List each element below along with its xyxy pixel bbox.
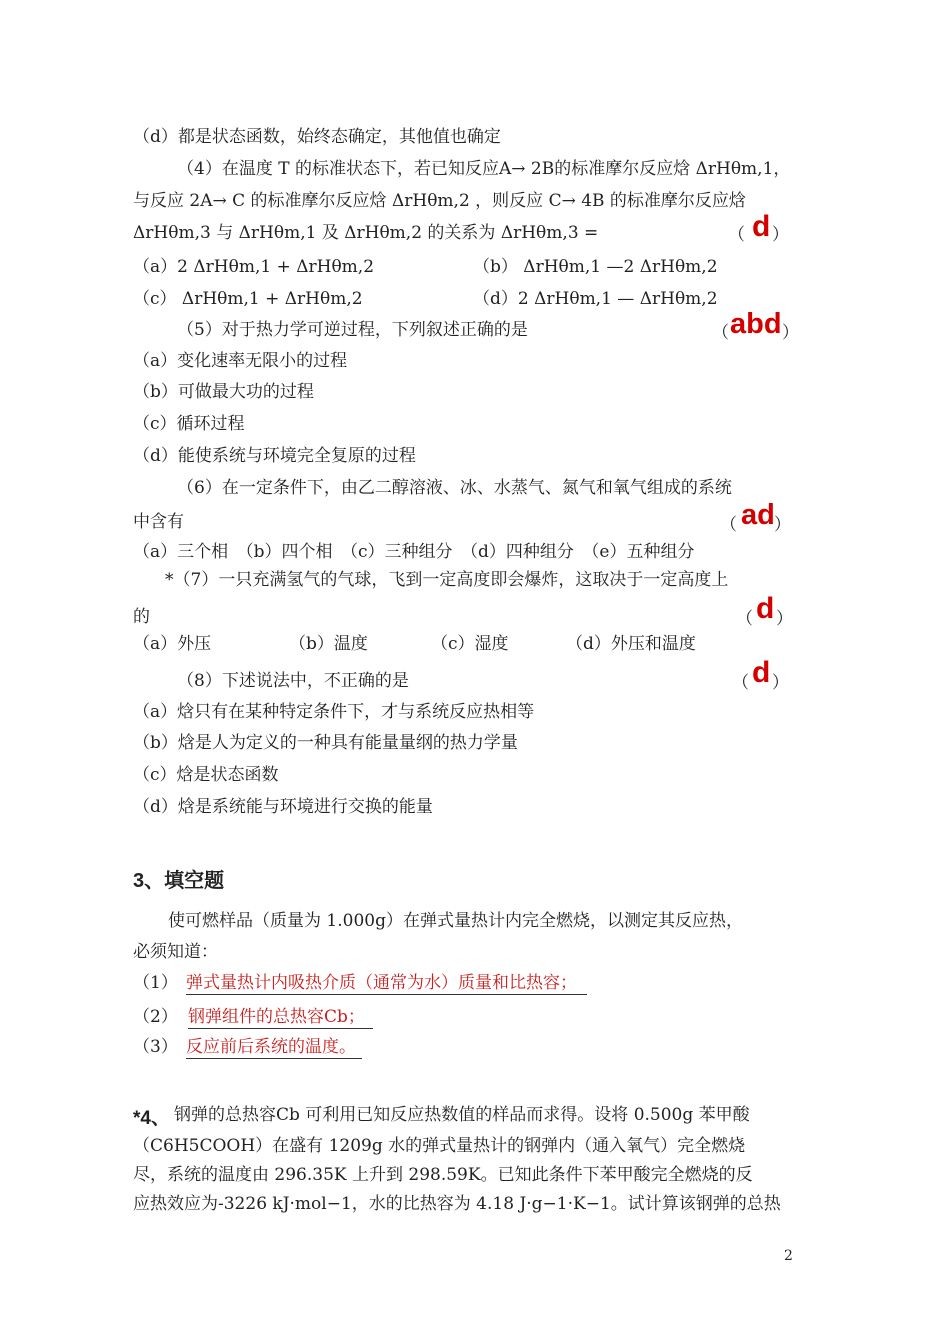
q6-stem-line-1: （6）在一定条件下，由乙二醇溶液、冰、水蒸气、氮气和氧气组成的系统 (177, 478, 732, 498)
section-4-line-2: （C6H5COOH）在盛有 1209g 水的弹式量热计的钢弹内（通入氧气）完全燃烧 (133, 1136, 746, 1156)
blank-2-number: （2） (133, 1007, 178, 1027)
blank-2-answer: 钢弹组件的总热容Cb； (188, 1007, 373, 1029)
answer-paren: （ (732, 673, 749, 693)
section-3-heading: 3、填空题 (133, 870, 225, 892)
section-3-intro-2: 必须知道： (133, 942, 218, 962)
section-4-line-1: 钢弹的总热容Cb 可利用已知反应热数值的样品而求得。设将 0.500g 苯甲酸 (174, 1105, 750, 1125)
q7-option-d: （d）外压和温度 (566, 634, 696, 654)
q8-option-c: （c）焓是状态函数 (133, 765, 279, 785)
page-number: 2 (784, 1248, 793, 1264)
answer-paren: （ (736, 609, 753, 629)
answer-paren: （ (720, 515, 737, 535)
q6-answer: ad (741, 499, 775, 531)
q7-option-b: （b）温度 (289, 634, 368, 654)
answer-paren: （ (728, 225, 745, 245)
q7-stem-line-1: *（7）一只充满氢气的气球，飞到一定高度即会爆炸，这取决于一定高度上 (165, 570, 729, 590)
q5-option-b: （b）可做最大功的过程 (133, 382, 314, 402)
q3-option-d: （d）都是状态函数，始终态确定，其他值也确定 (133, 127, 501, 147)
section-3-intro-1: 使可燃样品（质量为 1.000g）在弹式量热计内完全燃烧，以测定其反应热， (168, 911, 743, 931)
blank-1-number: （1） (133, 973, 178, 993)
q5-option-d: （d）能使系统与环境完全复原的过程 (133, 446, 416, 466)
section-4-line-3: 尽，系统的温度由 296.35K 上升到 298.59K。已知此条件下苯甲酸完全燃烧的反 (133, 1165, 753, 1185)
answer-paren: ） (772, 673, 789, 693)
q7-option-c: （c）湿度 (431, 634, 509, 654)
answer-paren: ） (772, 225, 789, 245)
blank-1-answer: 弹式量热计内吸热介质（通常为水）质量和比热容； (186, 973, 587, 995)
q7-answer: d (756, 592, 775, 625)
q8-option-b: （b）焓是人为定义的一种具有能量量纲的热力学量 (133, 733, 518, 753)
q6-stem-line-2: 中含有 (133, 512, 184, 532)
blank-3-answer: 反应前后系统的温度。 (186, 1037, 362, 1059)
q5-option-c: （c）循环过程 (133, 414, 245, 434)
q4-option-d: （d）2 ΔrHθm,1 — ΔrHθm,2 (473, 289, 718, 309)
q4-stem-line-2: 与反应 2A→ C 的标准摩尔反应焓 ΔrHθm,2 ，则反应 C→ 4B 的标准摩尔反应焓 (133, 191, 746, 211)
q5-answer: abd (730, 308, 782, 340)
q8-option-d: （d）焓是系统能与环境进行交换的能量 (133, 797, 433, 817)
q4-option-c: （c） ΔrHθm,1 + ΔrHθm,2 (133, 289, 363, 309)
q8-answer: d (752, 656, 771, 689)
q8-option-a: （a）焓只有在某种特定条件下，才与系统反应热相等 (133, 702, 535, 722)
q8-stem: （8）下述说法中，不正确的是 (177, 671, 409, 691)
blank-3-number: （3） (133, 1037, 178, 1057)
answer-paren: ） (782, 323, 799, 343)
q4-option-a: （a）2 ΔrHθm,1 + ΔrHθm,2 (133, 257, 375, 277)
q4-answer: d (752, 210, 771, 243)
q7-stem-line-2: 的 (133, 607, 150, 627)
answer-paren: （ (712, 323, 729, 343)
q6-options: （a）三个相 （b）四个相 （c）三种组分 （d）四种组分 （e）五种组分 (133, 542, 695, 562)
answer-paren: ） (776, 609, 793, 629)
answer-paren: ） (774, 515, 791, 535)
q5-stem: （5）对于热力学可逆过程，下列叙述正确的是 (177, 320, 528, 340)
q7-option-a: （a）外压 (133, 634, 212, 654)
section-4-heading: *4、 (133, 1108, 170, 1129)
q4-stem-line-1: （4）在温度 T 的标准状态下，若已知反应A→ 2B的标准摩尔反应焓 ΔrHθm,1， (177, 159, 791, 179)
q4-stem-line-3: ΔrHθm,3 与 ΔrHθm,1 及 ΔrHθm,2 的关系为 ΔrHθm,3 = (133, 223, 599, 243)
q4-option-b: （b） ΔrHθm,1 —2 ΔrHθm,2 (473, 257, 718, 277)
section-4-line-4: 应热效应为-3226 kJ·mol−1，水的比热容为 4.18 J·g−1·K−1。试计算该钢弹的总热 (133, 1194, 781, 1214)
q5-option-a: （a）变化速率无限小的过程 (133, 351, 348, 371)
